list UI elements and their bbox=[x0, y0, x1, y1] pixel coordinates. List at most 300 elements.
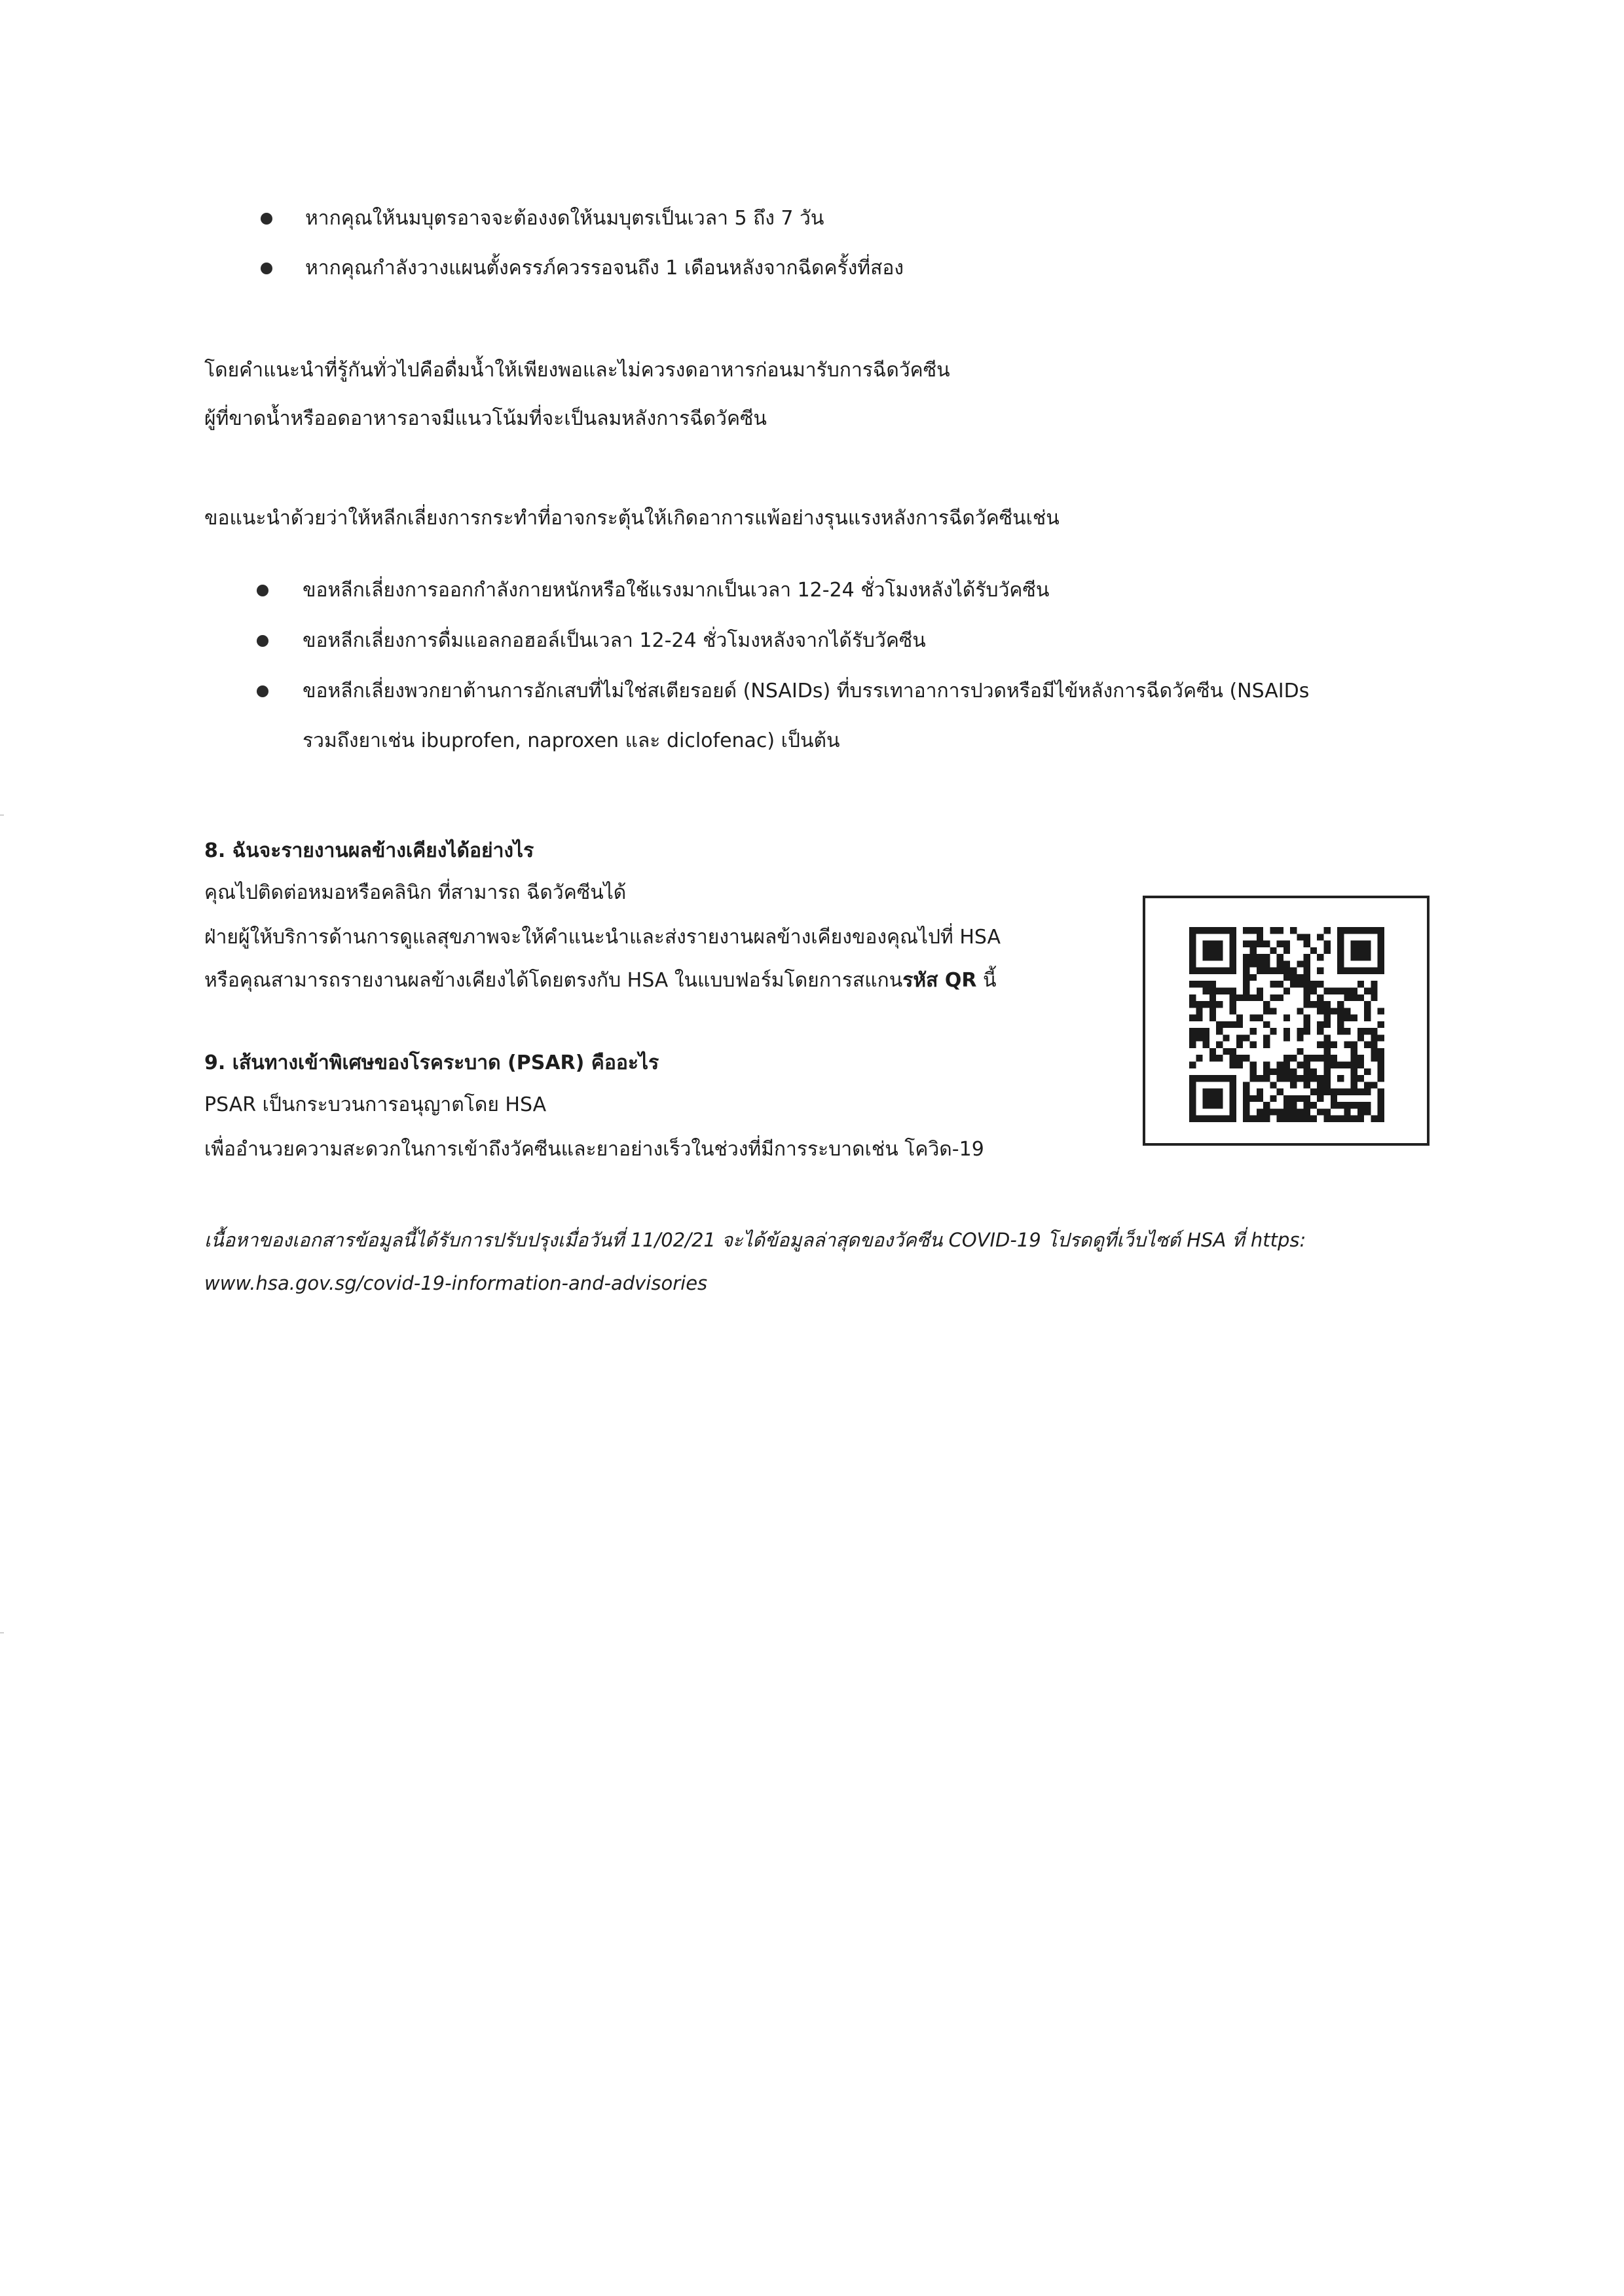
qr-module bbox=[1236, 1015, 1243, 1021]
qr-module bbox=[1263, 1075, 1270, 1082]
qr-module bbox=[1337, 927, 1344, 934]
qr-module bbox=[1263, 1021, 1270, 1028]
qr-module bbox=[1283, 941, 1290, 947]
qr-module bbox=[1297, 1034, 1303, 1041]
qr-module bbox=[1257, 941, 1263, 947]
qr-module bbox=[1283, 1034, 1290, 1041]
qr-module bbox=[1216, 947, 1223, 954]
qr-module bbox=[1351, 954, 1357, 960]
qr-module bbox=[1249, 1075, 1256, 1082]
qr-module bbox=[1378, 1055, 1384, 1061]
qr-module bbox=[1283, 1055, 1290, 1061]
qr-module bbox=[1337, 968, 1344, 974]
qr-module bbox=[1378, 947, 1384, 954]
qr-module bbox=[1344, 1008, 1350, 1014]
qr-module bbox=[1283, 1075, 1290, 1082]
qr-module bbox=[1304, 1055, 1310, 1061]
qr-module bbox=[1351, 1068, 1357, 1075]
qr-module bbox=[1310, 1068, 1317, 1075]
qr-module bbox=[1230, 927, 1236, 934]
qr-module bbox=[1203, 941, 1209, 947]
qr-module bbox=[1263, 1102, 1270, 1108]
qr-module bbox=[1243, 1108, 1249, 1115]
qr-module bbox=[1189, 1028, 1196, 1034]
qr-module bbox=[1310, 1001, 1317, 1008]
qr-module bbox=[1257, 1089, 1263, 1095]
qr-module bbox=[1189, 968, 1196, 974]
qr-module bbox=[1337, 934, 1344, 940]
qr-module bbox=[1277, 927, 1283, 934]
qr-module bbox=[1290, 1095, 1297, 1102]
update-note-line-1: เนื้อหาของเอกสารข้อมูลนี้ได้รับการปรับปรุงเมื่อวันที่ 11/02/21 จะได้ข้อมูลล่าสุดของวัคซีน COVID-19 โปรดดูที่เว็บไซต์ HSA ที่ https: bbox=[204, 1229, 1306, 1251]
qr-module bbox=[1270, 1108, 1276, 1115]
qr-module bbox=[1378, 960, 1384, 967]
qr-module bbox=[1317, 1001, 1323, 1008]
qr-module bbox=[1203, 1089, 1209, 1095]
qr-module bbox=[1337, 1008, 1344, 1014]
qr-module bbox=[1297, 1028, 1303, 1034]
qr-module bbox=[1243, 927, 1249, 934]
qr-module bbox=[1189, 941, 1196, 947]
qr-module bbox=[1209, 941, 1216, 947]
qr-module bbox=[1297, 1075, 1303, 1082]
qr-module bbox=[1364, 1015, 1371, 1021]
qr-module bbox=[1189, 1034, 1196, 1041]
qr-module bbox=[1351, 947, 1357, 954]
qr-module bbox=[1371, 981, 1377, 987]
qr-module bbox=[1277, 1062, 1283, 1068]
qr-module bbox=[1209, 1075, 1216, 1082]
qr-module bbox=[1249, 1028, 1256, 1034]
qr-module bbox=[1378, 927, 1384, 934]
qr-module bbox=[1357, 981, 1364, 987]
qr-module bbox=[1317, 1082, 1323, 1088]
qr-module bbox=[1344, 1102, 1350, 1108]
qr-module bbox=[1283, 1116, 1290, 1122]
qr-module bbox=[1364, 947, 1371, 954]
qr-module bbox=[1209, 1089, 1216, 1095]
qr-module bbox=[1230, 994, 1236, 1001]
qr-module bbox=[1378, 1062, 1384, 1068]
qr-module bbox=[1230, 968, 1236, 974]
qr-module bbox=[1357, 1055, 1364, 1061]
qr-module bbox=[1277, 954, 1283, 960]
qr-module bbox=[1317, 1042, 1323, 1048]
qr-module bbox=[1283, 1068, 1290, 1075]
qr-module bbox=[1216, 1116, 1223, 1122]
qr-module bbox=[1203, 1075, 1209, 1082]
qr-module bbox=[1344, 968, 1350, 974]
qr-module bbox=[1209, 1048, 1216, 1055]
qr-module bbox=[1230, 1062, 1236, 1068]
qr-module bbox=[1351, 1082, 1357, 1088]
qr-module bbox=[1310, 1102, 1317, 1108]
qr-module bbox=[1344, 1062, 1350, 1068]
qr-module bbox=[1317, 1021, 1323, 1028]
qr-module bbox=[1216, 1001, 1223, 1008]
qr-module bbox=[1209, 1102, 1216, 1108]
qr-module bbox=[1257, 1108, 1263, 1115]
qr-module bbox=[1216, 1021, 1223, 1028]
qr-module bbox=[1263, 1001, 1270, 1008]
qr-module bbox=[1371, 1048, 1377, 1055]
qr-module bbox=[1230, 960, 1236, 967]
qr-module bbox=[1196, 981, 1202, 987]
qr-module bbox=[1304, 994, 1310, 1001]
bullet-breastfeeding: หากคุณให้นมบุตรอาจจะต้องงดให้นมบุตรเป็นเวลา 5 ถึง 7 วัน bbox=[305, 207, 824, 230]
qr-module bbox=[1223, 1034, 1229, 1041]
qr-module bbox=[1351, 1062, 1357, 1068]
qr-module bbox=[1304, 1028, 1310, 1034]
bullet-dot bbox=[257, 585, 268, 596]
qr-module bbox=[1277, 981, 1283, 987]
qr-module bbox=[1283, 1062, 1290, 1068]
qr-module bbox=[1196, 1001, 1202, 1008]
qr-module bbox=[1270, 1082, 1276, 1088]
qr-module bbox=[1310, 1116, 1317, 1122]
qr-module bbox=[1283, 1028, 1290, 1034]
qr-module bbox=[1189, 1089, 1196, 1095]
qr-module bbox=[1277, 968, 1283, 974]
qr-module bbox=[1364, 927, 1371, 934]
qr-module bbox=[1203, 968, 1209, 974]
qr-module bbox=[1249, 1015, 1256, 1021]
section-8-title: 8. ฉันจะรายงานผลข้างเคียงได้อย่างไร bbox=[204, 839, 534, 862]
qr-module bbox=[1304, 934, 1310, 940]
qr-module bbox=[1209, 927, 1216, 934]
qr-module bbox=[1189, 960, 1196, 967]
qr-module bbox=[1203, 1116, 1209, 1122]
qr-module bbox=[1236, 1062, 1243, 1068]
qr-module bbox=[1371, 927, 1377, 934]
qr-module bbox=[1378, 1108, 1384, 1115]
qr-module bbox=[1223, 1021, 1229, 1028]
para-avoid-intro: ขอแนะนำด้วยว่าให้หลีกเลี่ยงการกระทำที่อาจกระตุ้นให้เกิดอาการแพ้อย่างรุนแรงหลังการฉีดวัคซีนเช่น bbox=[204, 507, 1060, 530]
qr-module bbox=[1203, 1095, 1209, 1102]
qr-module bbox=[1324, 927, 1331, 934]
qr-module bbox=[1290, 1102, 1297, 1108]
qr-module bbox=[1189, 1001, 1196, 1008]
qr-module bbox=[1337, 1028, 1344, 1034]
qr-module bbox=[1324, 1062, 1331, 1068]
qr-module bbox=[1331, 1116, 1337, 1122]
qr-module bbox=[1337, 987, 1344, 994]
qr-module bbox=[1203, 1028, 1209, 1034]
qr-module bbox=[1223, 968, 1229, 974]
qr-module bbox=[1371, 1028, 1377, 1034]
qr-module bbox=[1230, 1048, 1236, 1055]
qr-module bbox=[1317, 1089, 1323, 1095]
qr-module bbox=[1378, 1048, 1384, 1055]
qr-module bbox=[1283, 987, 1290, 994]
qr-module bbox=[1209, 1055, 1216, 1061]
qr-module bbox=[1351, 987, 1357, 994]
qr-module bbox=[1216, 1042, 1223, 1048]
qr-module bbox=[1230, 941, 1236, 947]
qr-module bbox=[1263, 960, 1270, 967]
qr-module bbox=[1378, 1008, 1384, 1014]
qr-code-label: รหัส QR bbox=[902, 969, 977, 992]
qr-module bbox=[1243, 994, 1249, 1001]
qr-module bbox=[1364, 954, 1371, 960]
qr-module bbox=[1304, 960, 1310, 967]
qr-module bbox=[1189, 1075, 1196, 1082]
qr-module bbox=[1290, 1116, 1297, 1122]
qr-module bbox=[1230, 934, 1236, 940]
qr-module bbox=[1189, 1042, 1196, 1048]
qr-module bbox=[1357, 1089, 1364, 1095]
bullet-avoid-nsaids-cont: รวมถึงยาเช่น ibuprofen, naproxen และ diclofenac) เป็นต้น bbox=[303, 729, 840, 752]
qr-module bbox=[1337, 1062, 1344, 1068]
qr-module bbox=[1203, 1102, 1209, 1108]
qr-module bbox=[1216, 1075, 1223, 1082]
qr-module bbox=[1270, 968, 1276, 974]
qr-module bbox=[1270, 1068, 1276, 1075]
qr-module bbox=[1304, 981, 1310, 987]
bullet-dot bbox=[257, 685, 268, 697]
qr-module bbox=[1189, 1116, 1196, 1122]
qr-module bbox=[1304, 954, 1310, 960]
scan-edge-mark bbox=[0, 814, 4, 816]
qr-module bbox=[1203, 1034, 1209, 1041]
qr-module bbox=[1304, 1082, 1310, 1088]
qr-module bbox=[1324, 1034, 1331, 1041]
qr-module bbox=[1189, 927, 1196, 934]
qr-module bbox=[1196, 1034, 1202, 1041]
qr-module bbox=[1290, 1082, 1297, 1088]
qr-module bbox=[1351, 927, 1357, 934]
section-9-title: 9. เส้นทางเข้าพิเศษของโรคระบาด (PSAR) คืออะไร bbox=[204, 1051, 659, 1074]
qr-module bbox=[1249, 1042, 1256, 1048]
qr-module bbox=[1283, 1015, 1290, 1021]
qr-module bbox=[1257, 968, 1263, 974]
qr-module bbox=[1304, 1075, 1310, 1082]
qr-module bbox=[1364, 1028, 1371, 1034]
qr-module bbox=[1378, 1075, 1384, 1082]
qr-module bbox=[1304, 1015, 1310, 1021]
qr-module bbox=[1290, 1108, 1297, 1115]
bullet-avoid-nsaids: ขอหลีกเลี่ยงพวกยาต้านการอักเสบที่ไม่ใช่สเตียรอยด์ (NSAIDs) ที่บรรเทาอาการปวดหรือมีไข้หลังการฉีดวัคซีน (NSAIDs bbox=[303, 680, 1310, 702]
qr-module bbox=[1236, 994, 1243, 1001]
qr-module bbox=[1257, 1075, 1263, 1082]
qr-module bbox=[1331, 1095, 1337, 1102]
qr-module bbox=[1324, 941, 1331, 947]
qr-module bbox=[1357, 994, 1364, 1001]
qr-module bbox=[1209, 981, 1216, 987]
qr-module bbox=[1324, 1055, 1331, 1061]
qr-module bbox=[1216, 987, 1223, 994]
qr-module bbox=[1209, 994, 1216, 1001]
qr-module bbox=[1230, 1055, 1236, 1061]
qr-module bbox=[1351, 941, 1357, 947]
qr-module bbox=[1378, 1095, 1384, 1102]
qr-module bbox=[1263, 968, 1270, 974]
qr-module bbox=[1337, 954, 1344, 960]
qr-module bbox=[1304, 987, 1310, 994]
bullet-dot bbox=[257, 635, 268, 647]
qr-module bbox=[1216, 968, 1223, 974]
section-8-line-3 bbox=[204, 966, 997, 995]
qr-module bbox=[1209, 968, 1216, 974]
qr-module bbox=[1357, 1108, 1364, 1115]
qr-module bbox=[1331, 1042, 1337, 1048]
section-9-line-2: เพื่ออำนวยความสะดวกในการเข้าถึงวัคซีนและยาอย่างเร็วในช่วงที่มีการระบาดเช่น โควิด-19 bbox=[204, 1138, 984, 1161]
qr-module bbox=[1337, 1102, 1344, 1108]
qr-module bbox=[1249, 994, 1256, 1001]
qr-module bbox=[1371, 1082, 1377, 1088]
qr-module bbox=[1371, 1034, 1377, 1041]
qr-module bbox=[1331, 1008, 1337, 1014]
qr-module bbox=[1297, 1108, 1303, 1115]
qr-module bbox=[1216, 1089, 1223, 1095]
qr-module bbox=[1236, 1055, 1243, 1061]
qr-module bbox=[1277, 1108, 1283, 1115]
qr-module bbox=[1364, 1089, 1371, 1095]
qr-module bbox=[1216, 954, 1223, 960]
qr-module bbox=[1364, 1042, 1371, 1048]
qr-module bbox=[1257, 1095, 1263, 1102]
qr-module bbox=[1243, 987, 1249, 994]
qr-module bbox=[1209, 1116, 1216, 1122]
qr-module bbox=[1317, 994, 1323, 1001]
qr-module bbox=[1203, 987, 1209, 994]
qr-module bbox=[1230, 1021, 1236, 1028]
qr-module bbox=[1324, 947, 1331, 954]
qr-module bbox=[1236, 1034, 1243, 1041]
qr-module bbox=[1283, 1095, 1290, 1102]
qr-module bbox=[1189, 1095, 1196, 1102]
qr-module bbox=[1310, 981, 1317, 987]
qr-module bbox=[1277, 994, 1283, 1001]
qr-module bbox=[1378, 1068, 1384, 1075]
qr-module bbox=[1378, 1089, 1384, 1095]
qr-module bbox=[1230, 954, 1236, 960]
qr-module bbox=[1257, 954, 1263, 960]
qr-module bbox=[1263, 1042, 1270, 1048]
qr-module bbox=[1283, 1102, 1290, 1108]
qr-module bbox=[1189, 954, 1196, 960]
qr-module bbox=[1324, 1068, 1331, 1075]
qr-module bbox=[1371, 1116, 1377, 1122]
qr-module bbox=[1331, 1102, 1337, 1108]
qr-module bbox=[1249, 974, 1256, 981]
qr-module bbox=[1230, 1095, 1236, 1102]
qr-module bbox=[1243, 1095, 1249, 1102]
qr-module bbox=[1209, 1095, 1216, 1102]
qr-module bbox=[1378, 1116, 1384, 1122]
qr-module bbox=[1196, 1075, 1202, 1082]
qr-module bbox=[1331, 1089, 1337, 1095]
bullet-dot bbox=[261, 213, 272, 225]
qr-module bbox=[1209, 1015, 1216, 1021]
qr-module bbox=[1249, 954, 1256, 960]
qr-module bbox=[1297, 1095, 1303, 1102]
qr-module bbox=[1189, 1102, 1196, 1108]
qr-module bbox=[1196, 968, 1202, 974]
qr-module bbox=[1189, 981, 1196, 987]
qr-module bbox=[1317, 1008, 1323, 1014]
qr-module bbox=[1304, 974, 1310, 981]
bullet-dot bbox=[261, 263, 272, 274]
qr-module bbox=[1189, 1062, 1196, 1068]
update-note-url: www.hsa.gov.sg/covid-19-information-and-advisories bbox=[204, 1272, 708, 1294]
qr-module bbox=[1209, 954, 1216, 960]
qr-module bbox=[1324, 987, 1331, 994]
qr-module bbox=[1357, 1075, 1364, 1082]
qr-module bbox=[1304, 1102, 1310, 1108]
qr-module bbox=[1243, 968, 1249, 974]
qr-module bbox=[1263, 941, 1270, 947]
qr-module bbox=[1243, 1102, 1249, 1108]
qr-module bbox=[1324, 1116, 1331, 1122]
qr-module bbox=[1270, 947, 1276, 954]
qr-module bbox=[1378, 941, 1384, 947]
qr-module bbox=[1344, 1089, 1350, 1095]
section-9-line-1: PSAR เป็นกระบวนการอนุญาตโดย HSA bbox=[204, 1093, 547, 1116]
qr-module bbox=[1317, 954, 1323, 960]
qr-module bbox=[1378, 934, 1384, 940]
qr-module bbox=[1357, 941, 1364, 947]
qr-module bbox=[1297, 981, 1303, 987]
qr-module bbox=[1209, 987, 1216, 994]
qr-module bbox=[1337, 1116, 1344, 1122]
qr-module bbox=[1189, 934, 1196, 940]
qr-module bbox=[1324, 1015, 1331, 1021]
qr-module bbox=[1209, 1001, 1216, 1008]
qr-module bbox=[1364, 1082, 1371, 1088]
qr-code-frame bbox=[1143, 896, 1430, 1146]
qr-module bbox=[1243, 1089, 1249, 1095]
qr-module bbox=[1203, 1001, 1209, 1008]
qr-module bbox=[1364, 1108, 1371, 1115]
qr-module bbox=[1196, 1028, 1202, 1034]
qr-module bbox=[1290, 1075, 1297, 1082]
qr-module bbox=[1216, 1028, 1223, 1034]
qr-code-icon[interactable] bbox=[1186, 927, 1388, 1122]
qr-module bbox=[1196, 1116, 1202, 1122]
qr-module bbox=[1196, 1055, 1202, 1061]
qr-module bbox=[1317, 934, 1323, 940]
qr-module bbox=[1304, 1001, 1310, 1008]
qr-module bbox=[1216, 927, 1223, 934]
section-8-line-3-text: หรือคุณสามารถรายงานผลข้างเคียงได้โดยตรงกับ HSA ในแบบฟอร์มโดยการสแกน bbox=[204, 969, 903, 992]
qr-module bbox=[1304, 1095, 1310, 1102]
qr-module bbox=[1304, 1108, 1310, 1115]
qr-module bbox=[1283, 1108, 1290, 1115]
qr-module bbox=[1344, 1108, 1350, 1115]
qr-module bbox=[1270, 1008, 1276, 1014]
qr-module bbox=[1230, 1075, 1236, 1082]
qr-module bbox=[1216, 941, 1223, 947]
qr-module bbox=[1317, 1028, 1323, 1034]
qr-module bbox=[1324, 1108, 1331, 1115]
qr-module bbox=[1304, 968, 1310, 974]
qr-module bbox=[1263, 1108, 1270, 1115]
qr-module bbox=[1337, 960, 1344, 967]
qr-module bbox=[1263, 1068, 1270, 1075]
qr-module bbox=[1243, 1082, 1249, 1088]
qr-module bbox=[1236, 1042, 1243, 1048]
qr-module bbox=[1203, 981, 1209, 987]
qr-module bbox=[1230, 1102, 1236, 1108]
qr-module bbox=[1357, 954, 1364, 960]
qr-module bbox=[1236, 1021, 1243, 1028]
qr-module bbox=[1371, 994, 1377, 1001]
qr-module bbox=[1378, 1102, 1384, 1108]
qr-module bbox=[1216, 1102, 1223, 1108]
qr-module bbox=[1364, 941, 1371, 947]
qr-module bbox=[1277, 1068, 1283, 1075]
